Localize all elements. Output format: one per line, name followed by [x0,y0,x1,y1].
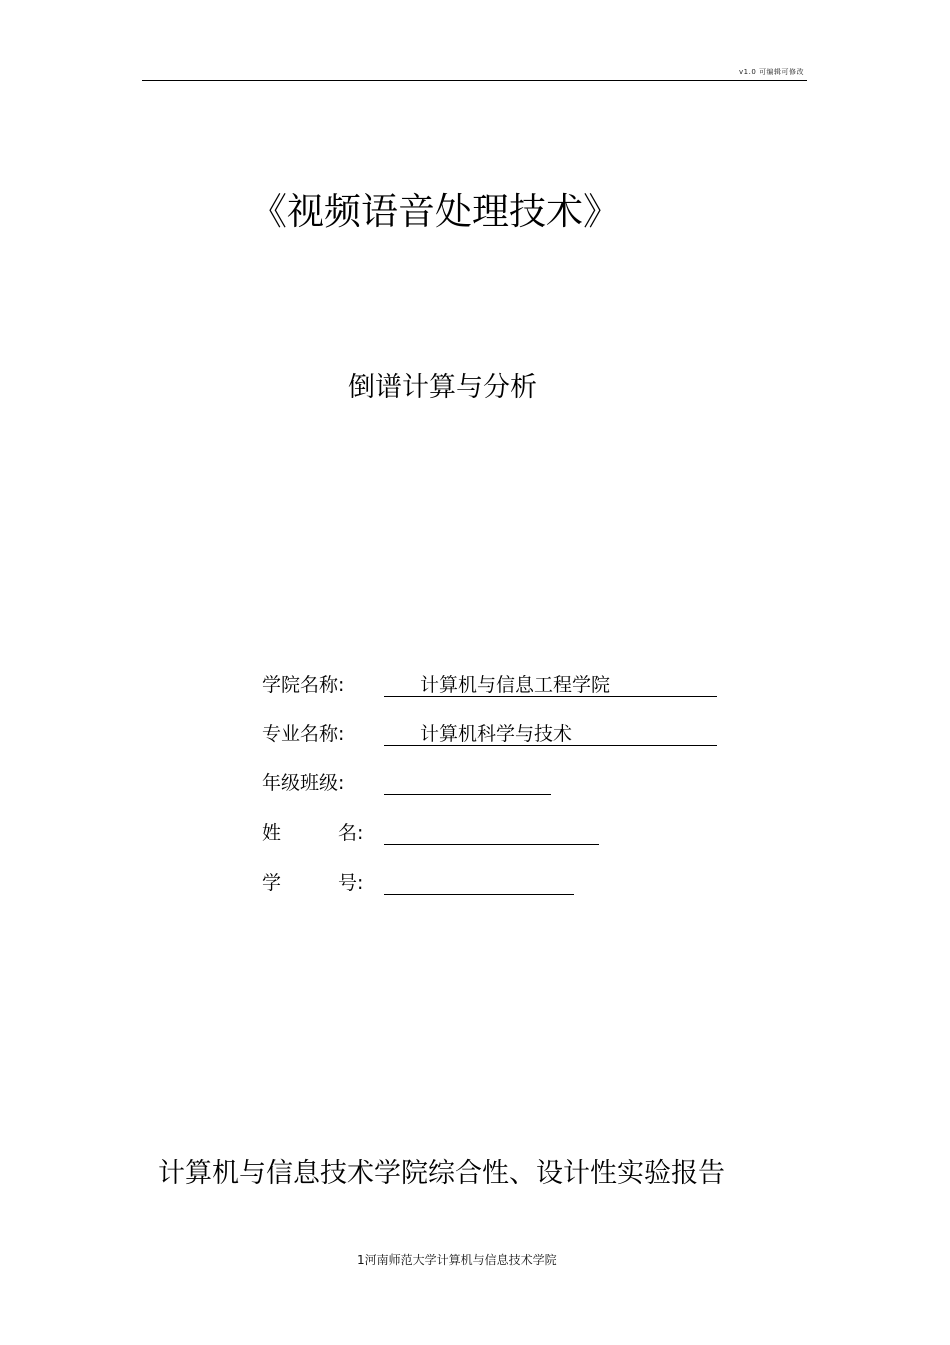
report-subtitle: 倒谱计算与分析 [348,372,537,403]
field-value-grade-class [384,771,551,795]
report-type-heading: 计算机与信息技术学院综合性、设计性实验报告 [158,1158,725,1189]
page-footer: 1河南师范大学计算机与信息技术学院 [357,1253,557,1267]
field-value-school: 计算机与信息工程学院 [384,673,717,697]
header-rule [142,80,807,81]
field-value-student-id [384,871,574,895]
field-value-student-name [384,821,599,845]
field-label-student-name-first: 姓 [262,822,282,844]
field-label-student-id-second: 号: [338,872,364,894]
field-label-grade-class: 年级班级: [262,772,345,794]
field-label-major: 专业名称: [262,723,345,745]
field-label-student-name-second: 名: [338,822,364,844]
course-title: 《视频语音处理技术》 [250,190,620,233]
field-label-student-id-first: 学 [262,872,282,894]
header-version-note: v1.0 可编辑可修改 [739,68,804,76]
field-value-major: 计算机科学与技术 [384,722,717,746]
field-label-school: 学院名称: [262,674,345,696]
